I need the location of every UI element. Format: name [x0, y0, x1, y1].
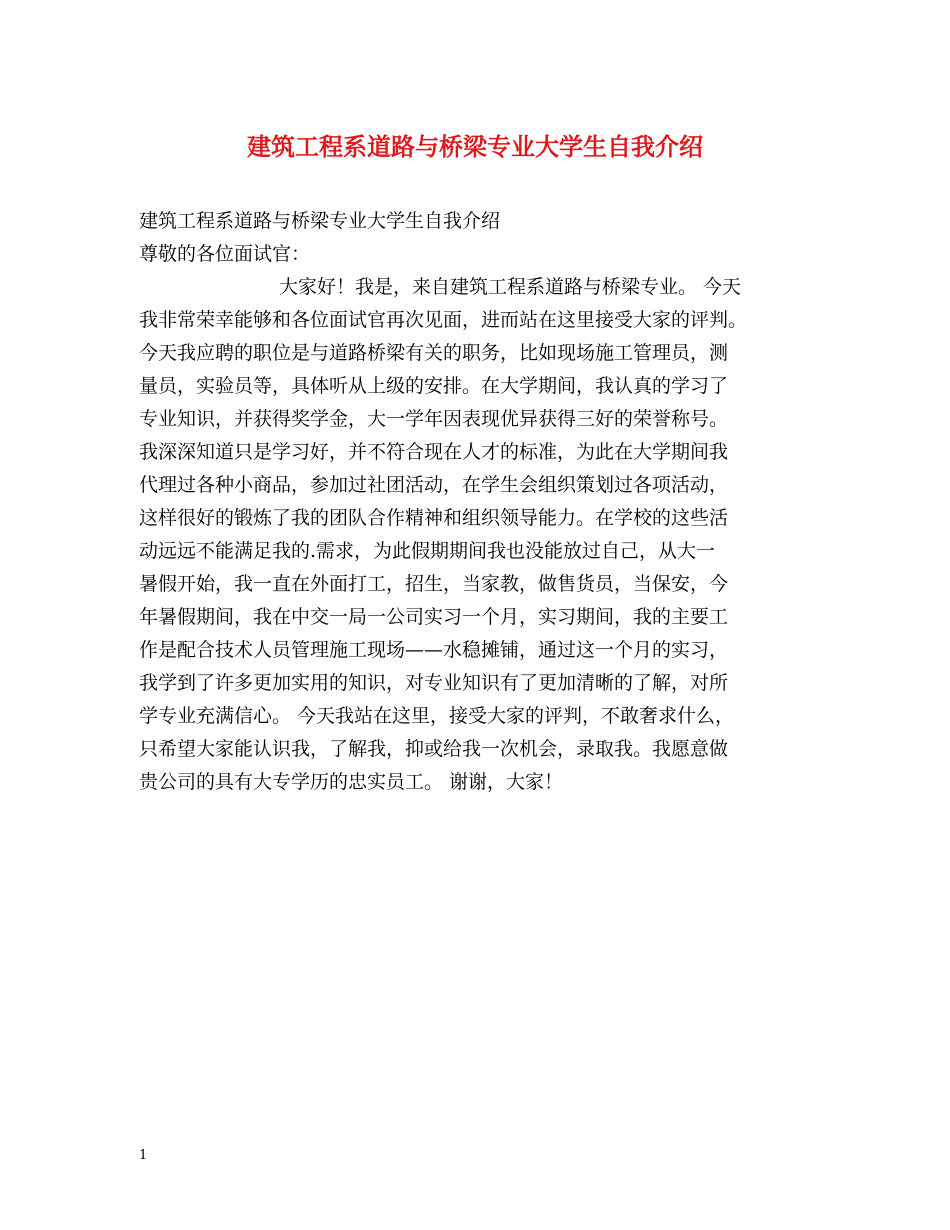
body-line: 量员，实验员等，具体听从上级的安排。在大学期间，我认真的学习了 [139, 375, 729, 397]
body-line: 只希望大家能认识我，了解我，抑或给我一次机会，录取我。我愿意做 [139, 738, 729, 760]
body-line: 专业知识，并获得奖学金，大一学年因表现优异获得三好的荣誉称号。 [139, 408, 729, 430]
body-line: 我深深知道只是学习好，并不符合现在人才的标准，为此在大学期间我 [139, 441, 729, 463]
salutation-line: 尊敬的各位面试官： [139, 243, 311, 265]
body-line: 暑假开始，我一直在外面打工，招生，当家教，做售货员，当保安，今 [139, 573, 729, 595]
body-line: 贵公司的具有大专学历的忠实员工。 谢谢，大家！ [139, 771, 564, 793]
body-line: 这样很好的锻炼了我的团队合作精神和组织领导能力。在学校的这些活 [139, 507, 729, 529]
document-body [139, 205, 829, 799]
document-title: 建筑工程系道路与桥梁专业大学生自我介绍 [247, 132, 703, 161]
body-line: 动远远不能满足我的.需求，为此假期期间我也没能放过自己，从大一 [139, 540, 716, 562]
body-line: 作是配合技术人员管理施工现场——水稳摊铺，通过这一个月的实习， [139, 639, 729, 661]
body-line: 代理过各种小商品，参加过社团活动，在学生会组织策划过各项活动， [139, 474, 729, 496]
page-number: 1 [139, 1148, 148, 1163]
subtitle-line: 建筑工程系道路与桥梁专业大学生自我介绍 [139, 210, 501, 232]
body-line: 今天我应聘的职位是与道路桥梁有关的职务，比如现场施工管理员，测 [139, 342, 729, 364]
body-line: 我学到了许多更加实用的知识，对专业知识有了更加清晰的了解，对所 [139, 672, 729, 694]
body-line: 学专业充满信心。 今天我站在这里，接受大家的评判，不敢奢求什么， [139, 705, 735, 727]
body-line: 我非常荣幸能够和各位面试官再次见面，进而站在这里接受大家的评判。 [139, 309, 748, 331]
body-line: 大家好！我是，来自建筑工程系道路与桥梁专业。 今天 [279, 276, 742, 298]
body-line: 年暑假期间，我在中交一局一公司实习一个月，实习期间，我的主要工 [139, 606, 729, 628]
